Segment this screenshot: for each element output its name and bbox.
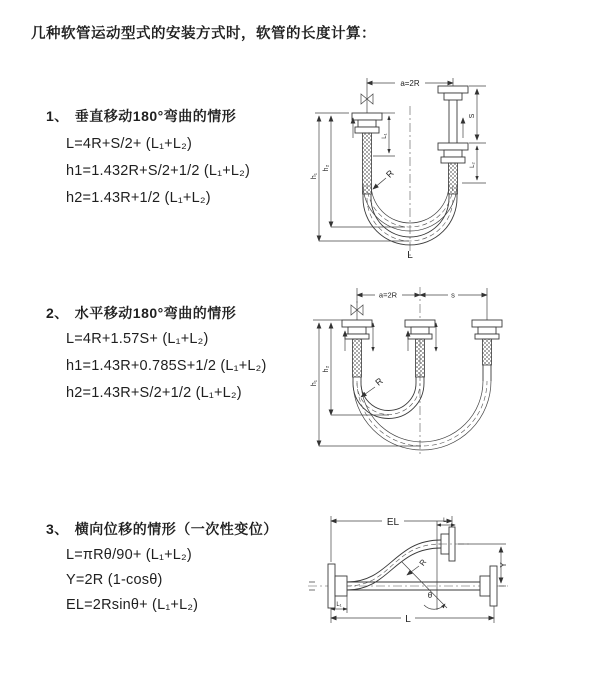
dim-a-2r-label: a=2R bbox=[400, 79, 420, 88]
formula-line: EL=2Rsinθ+ (L₁+L₂) bbox=[66, 597, 199, 613]
section-1-title: 垂直移动180°弯曲的情形 bbox=[74, 108, 237, 124]
dim-s bbox=[420, 289, 487, 300]
dim-l2-label: L₂ bbox=[470, 162, 476, 168]
dim-s bbox=[469, 86, 486, 143]
formula-line: h2=1.43R+1/2 (L₁+L₂) bbox=[66, 190, 211, 206]
radius-label bbox=[361, 375, 385, 397]
formula-line: L=πRθ/90+ (L₁+L₂) bbox=[66, 547, 192, 563]
section-1-heading bbox=[46, 106, 236, 126]
dim-l1-label: L₁ bbox=[336, 602, 342, 608]
dim-l1-label: L₁ bbox=[382, 133, 388, 139]
valve-icon bbox=[361, 90, 373, 113]
radius-label-text: R bbox=[384, 168, 396, 180]
section-2-heading bbox=[46, 303, 236, 323]
dim-el-label: EL bbox=[386, 517, 400, 528]
dim-h2-label: h₂ bbox=[323, 365, 330, 373]
angle-theta bbox=[402, 562, 447, 609]
formula-line: h2=1.43R+S/2+1/2 (L₁+L₂) bbox=[66, 385, 242, 401]
section-3-number: 3、 bbox=[46, 521, 69, 537]
braided-hose-section bbox=[353, 339, 362, 377]
dim-y-label: Y bbox=[499, 562, 508, 568]
diagram-horizontal-movement bbox=[305, 283, 595, 465]
dim-l2-label: L₂ bbox=[443, 518, 449, 524]
braided-hose-section bbox=[449, 163, 458, 194]
section-2-title: 水平移动180°弯曲的情形 bbox=[74, 305, 237, 321]
formula-line: Y=2R (1-cosθ) bbox=[66, 572, 163, 588]
braided-hose-section bbox=[483, 339, 492, 365]
hose-s-curve bbox=[347, 540, 441, 590]
dim-l bbox=[331, 606, 494, 625]
dim-l2 bbox=[462, 146, 486, 183]
middle-pipe-fitting bbox=[405, 320, 435, 383]
section-1-number: 1、 bbox=[46, 108, 69, 124]
left-pipe-fitting bbox=[342, 320, 372, 383]
angle-theta-label: θ bbox=[427, 591, 433, 600]
diagram-vertical-movement bbox=[305, 66, 595, 263]
hose-u-bend-original bbox=[353, 383, 424, 418]
radius-label-text: R bbox=[417, 557, 429, 568]
radius-label-text: R bbox=[373, 375, 385, 388]
diagram-lateral-displacement bbox=[298, 498, 598, 656]
right-pipe-fitting bbox=[438, 86, 468, 198]
radius-label bbox=[407, 557, 428, 575]
length-label: L bbox=[407, 250, 413, 261]
formula-line: L=4R+1.57S+ (L₁+L₂) bbox=[66, 331, 209, 347]
dim-h1-label: h₁ bbox=[311, 379, 318, 387]
dim-el bbox=[331, 515, 452, 562]
braided-hose-section bbox=[416, 339, 425, 377]
right-flange bbox=[480, 566, 497, 606]
valve-icon bbox=[351, 301, 363, 320]
dim-a-2r-label: a=2R bbox=[378, 290, 398, 300]
dim-s-label: s bbox=[451, 290, 455, 300]
section-2-number: 2、 bbox=[46, 305, 69, 321]
section-3-heading bbox=[46, 519, 278, 539]
dim-l-label: L bbox=[405, 614, 411, 625]
dim-a-2r bbox=[357, 288, 487, 320]
dim-h2-label: h₂ bbox=[323, 164, 330, 172]
moved-pipe-fitting bbox=[472, 320, 502, 381]
formula-line: L=4R+S/2+ (L₁+L₂) bbox=[66, 136, 192, 152]
dim-s-label: S bbox=[469, 113, 476, 119]
section-3-title: 横向位移的情形（一次性变位） bbox=[74, 521, 278, 537]
dim-h1-label: h₁ bbox=[311, 172, 318, 180]
page-title: 几种软管运动型式的安装方式时，软管的长度计算： bbox=[31, 26, 376, 42]
formula-line: h1=1.432R+S/2+1/2 (L₁+L₂) bbox=[66, 163, 251, 179]
formula-line: h1=1.43R+0.785S+1/2 (L₁+L₂) bbox=[66, 358, 267, 374]
radius-label bbox=[373, 168, 396, 189]
